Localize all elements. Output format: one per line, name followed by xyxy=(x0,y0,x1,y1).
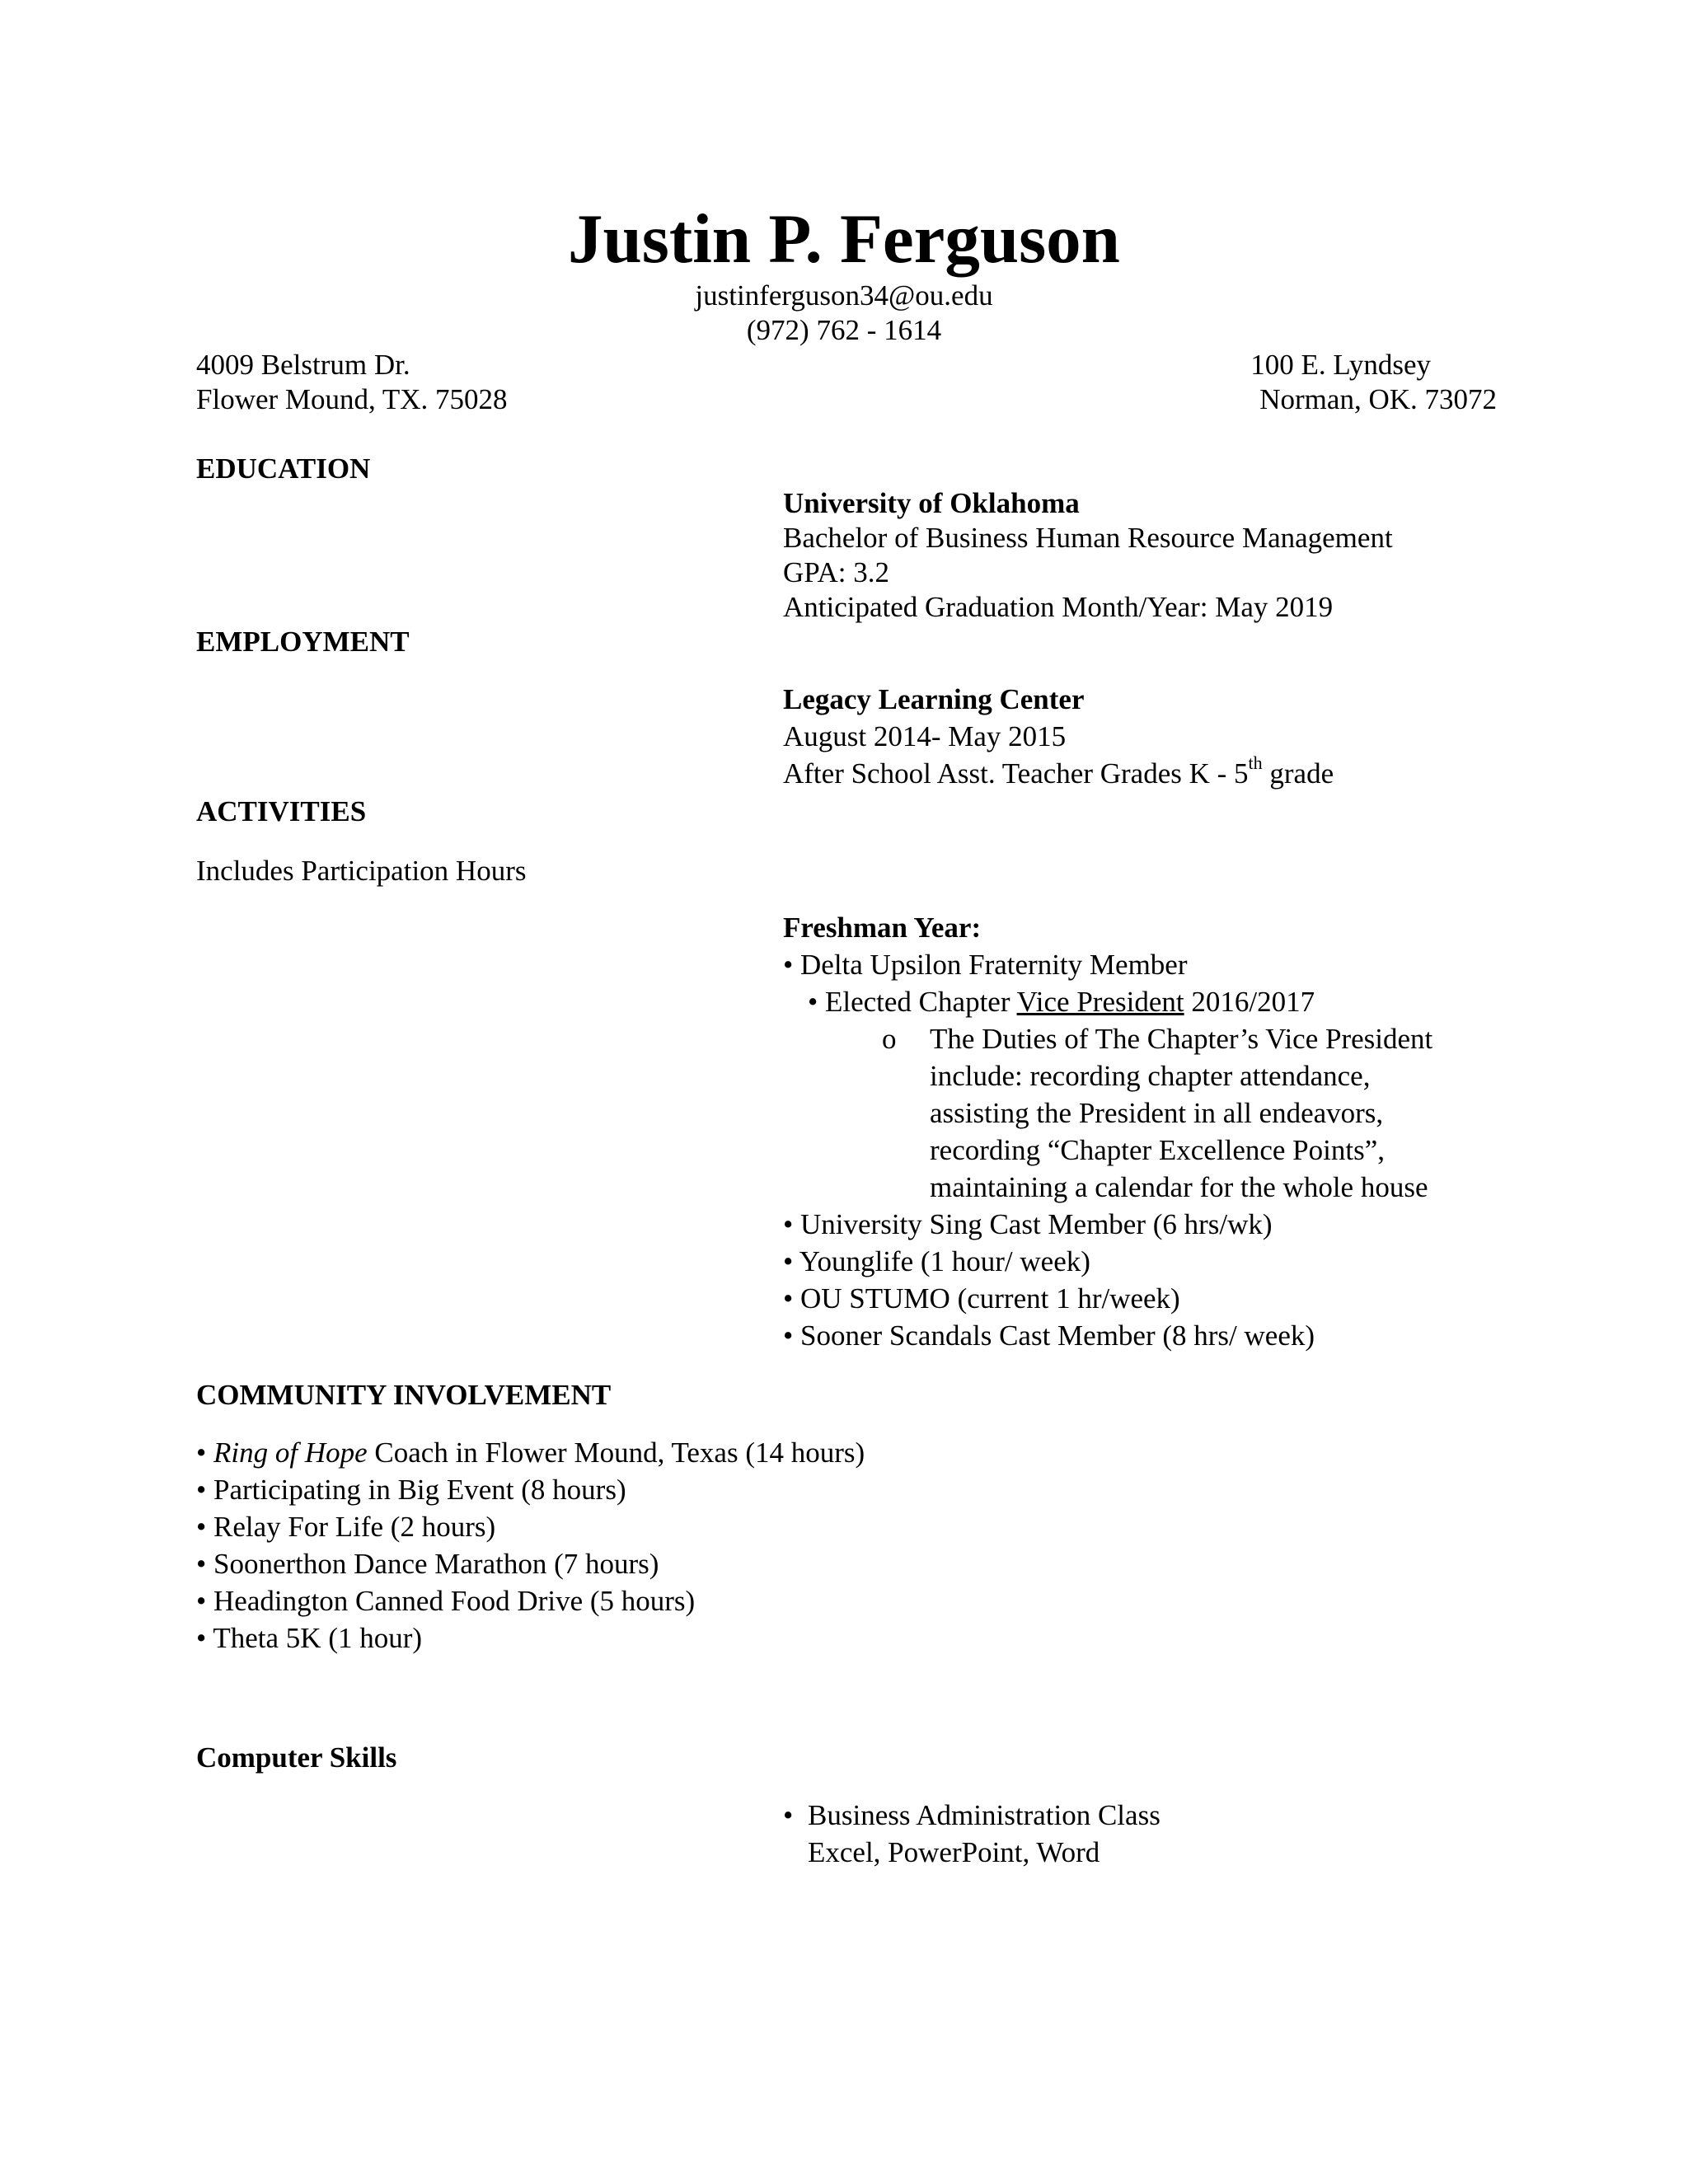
employment-employer: Legacy Learning Center xyxy=(783,683,1085,715)
employment-role-suffix: grade xyxy=(1262,757,1334,790)
activity-item: • University Sing Cast Member (6 hrs/wk) xyxy=(783,1208,1273,1240)
activity-sub-item xyxy=(808,983,1315,1020)
community-item-rest: Coach in Flower Mound, Texas (14 hours) xyxy=(367,1436,865,1469)
duty-description-line: maintaining a calendar for the whole house xyxy=(930,1171,1428,1203)
duty-description-line: include: recording chapter attendance, xyxy=(930,1060,1371,1092)
activity-sub-item-suffix: 2016/2017 xyxy=(1184,986,1315,1018)
address-right-line-2: Norman, OK. 73072 xyxy=(1259,383,1497,415)
duty-description-line: assisting the President in all endeavors, xyxy=(930,1097,1384,1129)
employment-heading: EMPLOYMENT xyxy=(196,626,410,658)
activity-item: • Younglife (1 hour/ week) xyxy=(783,1245,1090,1277)
circle-bullet-marker: o xyxy=(882,1023,897,1055)
skills-bullet: • xyxy=(783,1799,794,1831)
address-right-line-1: 100 E. Lyndsey xyxy=(1250,349,1431,381)
employment-dates: August 2014- May 2015 xyxy=(783,720,1067,752)
phone-number: (972) 762 - 1614 xyxy=(746,314,942,346)
community-item: • Soonerthon Dance Marathon (7 hours) xyxy=(196,1548,659,1580)
community-item: • Relay For Life (2 hours) xyxy=(196,1511,496,1543)
education-heading: EDUCATION xyxy=(196,452,371,485)
address-left-line-1: 4009 Belstrum Dr. xyxy=(196,349,410,381)
activity-item: • Delta Upsilon Fraternity Member xyxy=(783,949,1188,981)
employment-role xyxy=(783,752,1334,792)
address-left-line-2: Flower Mound, TX. 75028 xyxy=(196,383,508,415)
activity-item: • Sooner Scandals Cast Member (8 hrs/ week) xyxy=(783,1319,1315,1352)
community-heading: COMMUNITY INVOLVEMENT xyxy=(196,1379,612,1411)
skills-heading: Computer Skills xyxy=(196,1741,397,1774)
activity-sub-item-prefix: • Elected Chapter xyxy=(808,986,1017,1018)
activities-year-heading: Freshman Year: xyxy=(783,912,982,944)
community-item: • Headington Canned Food Drive (5 hours) xyxy=(196,1585,696,1617)
employment-role-superscript: th xyxy=(1248,752,1263,774)
skills-line-1: Business Administration Class xyxy=(808,1799,1160,1831)
activities-heading: ACTIVITIES xyxy=(196,795,367,827)
community-item: • Theta 5K (1 hour) xyxy=(196,1622,423,1654)
employment-role-text: After School Asst. Teacher Grades K - 5 xyxy=(783,757,1249,790)
community-item xyxy=(196,1434,865,1471)
duty-description-line: recording “Chapter Excellence Points”, xyxy=(930,1134,1386,1166)
education-degree: Bachelor of Business Human Resource Management xyxy=(783,522,1393,554)
vice-president-underlined: Vice President xyxy=(1016,986,1184,1018)
applicant-name: Justin P. Ferguson xyxy=(568,200,1120,278)
education-graduation: Anticipated Graduation Month/Year: May 2019 xyxy=(783,591,1334,623)
activities-note: Includes Participation Hours xyxy=(196,855,527,887)
ring-of-hope-italic: Ring of Hope xyxy=(213,1436,368,1469)
community-item-bullet: • xyxy=(196,1436,214,1469)
email-address: justinferguson34@ou.edu xyxy=(695,279,993,312)
activity-item: • OU STUMO (current 1 hr/week) xyxy=(783,1282,1180,1315)
duty-description-line: The Duties of The Chapter’s Vice President xyxy=(930,1023,1433,1055)
community-item: • Participating in Big Event (8 hours) xyxy=(196,1474,626,1506)
education-gpa: GPA: 3.2 xyxy=(783,556,890,588)
skills-line-2: Excel, PowerPoint, Word xyxy=(808,1836,1100,1868)
education-school: University of Oklahoma xyxy=(783,487,1080,519)
